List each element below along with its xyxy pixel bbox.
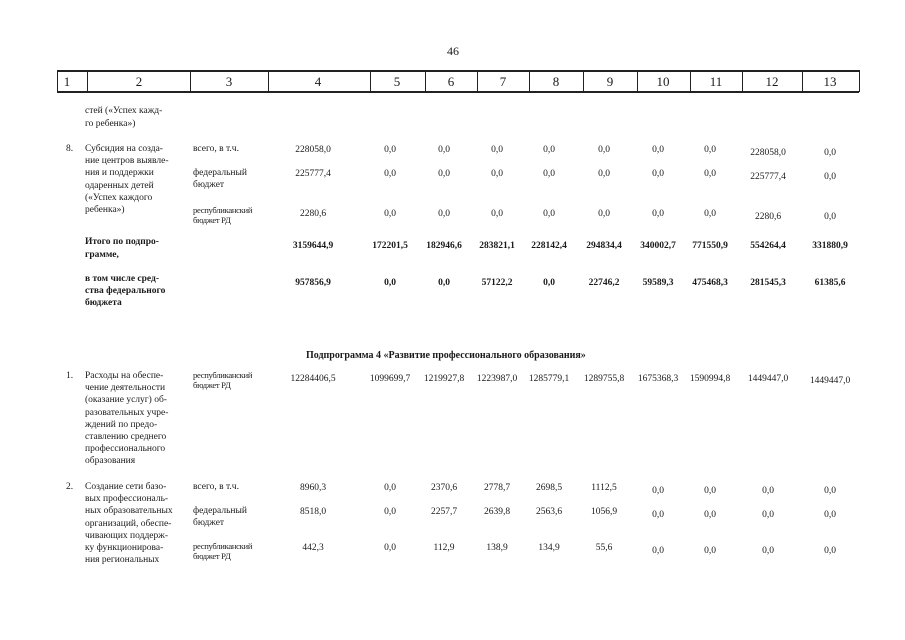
table-cell-value: 225777,4 bbox=[750, 172, 786, 182]
table-cell-value: 0,0 bbox=[543, 145, 555, 155]
table-cell-value: 0,0 bbox=[652, 510, 664, 520]
row-name-line: (оказание услуг) об- bbox=[85, 395, 167, 406]
table-cell-value: 0,0 bbox=[598, 209, 610, 219]
row-number: 2. bbox=[66, 482, 74, 492]
table-cell-value: 228058,0 bbox=[750, 148, 786, 158]
header-separator bbox=[425, 70, 426, 92]
federal-value: 0,0 bbox=[438, 278, 450, 288]
table-cell-value: 0,0 bbox=[438, 145, 450, 155]
total-value: 3159644,9 bbox=[292, 241, 334, 251]
header-separator bbox=[57, 70, 58, 92]
total-value: 283821,1 bbox=[479, 241, 515, 251]
header-column-number: 10 bbox=[656, 74, 670, 89]
row-name-line: одаренных детей bbox=[85, 180, 154, 191]
row-name-line: Создание сети базо- bbox=[85, 482, 167, 492]
federal-label-line: бюджета bbox=[85, 298, 122, 309]
table-cell-value: 0,0 bbox=[438, 209, 450, 219]
funding-source-label: всего, в т.ч. bbox=[193, 144, 239, 154]
table-cell-value: 0,0 bbox=[824, 546, 836, 556]
table-cell-value: 0,0 bbox=[704, 169, 716, 179]
header-separator bbox=[268, 70, 269, 92]
header-separator bbox=[190, 70, 191, 92]
table-cell-value: 0,0 bbox=[704, 145, 716, 155]
header-separator bbox=[802, 70, 803, 92]
table-cell-value: 0,0 bbox=[704, 209, 716, 219]
header-column-number: 6 bbox=[447, 74, 455, 89]
funding-source-label: республиканский bbox=[193, 205, 253, 215]
table-cell-value: 1223987,0 bbox=[476, 374, 518, 384]
row-name-line: разовательных учре- bbox=[85, 407, 169, 418]
row-name-line: Субсидия на созда- bbox=[85, 144, 163, 154]
total-label-line: Итого по подпро- bbox=[85, 237, 159, 247]
row-name-line: ние центров выявле- bbox=[85, 156, 169, 167]
table-cell-value: 8960,3 bbox=[299, 483, 327, 493]
table-cell-value: 0,0 bbox=[384, 209, 396, 219]
header-separator bbox=[859, 70, 860, 92]
row-name-line: Расходы на обеспе- bbox=[85, 371, 164, 381]
row-name-line: ждений по предо- bbox=[85, 419, 158, 430]
row-name-line: ния региональных bbox=[85, 555, 160, 566]
total-value: 331880,9 bbox=[812, 241, 848, 251]
total-value: 771550,9 bbox=[692, 241, 728, 251]
table-cell-value: 0,0 bbox=[762, 546, 774, 556]
table-cell-value: 2698,5 bbox=[535, 483, 563, 493]
header-column-number: 12 bbox=[765, 74, 779, 89]
federal-value: 61385,6 bbox=[814, 278, 846, 288]
table-cell-value: 0,0 bbox=[384, 543, 396, 553]
header-column-number: 13 bbox=[823, 74, 837, 89]
total-value: 294834,4 bbox=[586, 241, 622, 251]
federal-value: 0,0 bbox=[543, 278, 555, 288]
table-cell-value: 1675368,3 bbox=[637, 374, 679, 384]
federal-value: 22746,2 bbox=[588, 278, 620, 288]
total-value: 172201,5 bbox=[372, 241, 408, 251]
table-cell-value: 0,0 bbox=[652, 209, 664, 219]
funding-source-label: всего, в т.ч. bbox=[193, 482, 239, 492]
federal-value: 281545,3 bbox=[750, 278, 786, 288]
table-cell-value: 1056,9 bbox=[590, 507, 618, 517]
table-cell-value: 225777,4 bbox=[295, 169, 331, 179]
table-cell-value: 442,3 bbox=[302, 543, 324, 553]
table-cell-value: 1590994,8 bbox=[689, 374, 731, 384]
table-cell-value: 0,0 bbox=[824, 212, 836, 222]
table-cell-value: 8518,0 bbox=[299, 507, 327, 517]
row-name-line: чение деятельности bbox=[85, 383, 166, 394]
table-cell-value: 0,0 bbox=[704, 486, 716, 496]
row-name-line: образования bbox=[85, 456, 136, 467]
table-cell-value: 0,0 bbox=[491, 145, 503, 155]
federal-value: 957856,9 bbox=[295, 278, 331, 288]
table-cell-value: 2257,7 bbox=[430, 507, 458, 517]
header-separator bbox=[742, 70, 743, 92]
funding-source-label: республиканский bbox=[193, 541, 253, 551]
row-name-line: вых профессиональ- bbox=[85, 494, 169, 505]
header-column-number: 5 bbox=[393, 74, 401, 89]
row-name-line: ку функционирова- bbox=[85, 543, 164, 553]
federal-label-line: ства федерального bbox=[85, 286, 166, 297]
table-cell-value: 1285779,1 bbox=[528, 374, 570, 384]
header-column-number: 11 bbox=[709, 74, 723, 89]
table-cell-value: 0,0 bbox=[543, 169, 555, 179]
table-cell-value: 0,0 bbox=[652, 169, 664, 179]
table-cell-value: 2563,6 bbox=[535, 507, 563, 517]
funding-source-label: бюджет РД bbox=[193, 215, 231, 225]
table-cell-value: 0,0 bbox=[598, 145, 610, 155]
table-cell-value: 1099699,7 bbox=[369, 374, 411, 384]
total-value: 182946,6 bbox=[426, 241, 462, 251]
table-cell-value: 134,9 bbox=[538, 543, 560, 553]
table-cell-value: 0,0 bbox=[824, 172, 836, 182]
header-separator bbox=[370, 70, 371, 92]
table-cell-value: 1219927,8 bbox=[423, 374, 465, 384]
table-cell-value: 2280,6 bbox=[299, 209, 327, 219]
table-cell-value: 1449447,0 bbox=[809, 376, 851, 386]
table-cell-value: 112,9 bbox=[433, 543, 455, 553]
row-name-line: организаций, обеспе- bbox=[85, 518, 172, 529]
table-cell-value: 0,0 bbox=[491, 169, 503, 179]
row-number: 8. bbox=[66, 144, 74, 154]
federal-value: 0,0 bbox=[384, 278, 396, 288]
row-name-line: профессионального bbox=[85, 444, 166, 455]
federal-value: 59589,3 bbox=[642, 278, 674, 288]
header-column-number: 9 bbox=[606, 74, 614, 89]
header-column-number: 7 bbox=[499, 74, 507, 89]
funding-source-label: бюджет РД bbox=[193, 551, 231, 561]
subprogram-title: Подпрограмма 4 «Развитие профессионального образования» bbox=[306, 350, 586, 361]
table-cell-value: 55,6 bbox=[595, 543, 613, 553]
table-cell-value: 2370,6 bbox=[430, 483, 458, 493]
table-cell-value: 0,0 bbox=[598, 169, 610, 179]
table-cell-value: 138,9 bbox=[486, 543, 508, 553]
table-cell-value: 2280,6 bbox=[754, 212, 782, 222]
total-value: 340002,7 bbox=[640, 241, 676, 251]
federal-value: 475468,3 bbox=[692, 278, 728, 288]
header-bottom-rule bbox=[57, 91, 859, 93]
row-name-line: ния и поддержки bbox=[85, 168, 154, 179]
federal-label-line: в том числе сред- bbox=[85, 274, 159, 284]
table-cell-value: 12284406,5 bbox=[290, 374, 336, 384]
table-cell-value: 228058,0 bbox=[295, 145, 331, 155]
row-name-line: ных образовательных bbox=[85, 506, 173, 517]
header-separator bbox=[477, 70, 478, 92]
table-cell-value: 0,0 bbox=[704, 546, 716, 556]
table-cell-value: 0,0 bbox=[491, 209, 503, 219]
row-name-line: ставлению среднего bbox=[85, 432, 167, 442]
federal-value: 57122,2 bbox=[481, 278, 513, 288]
total-value: 554264,4 bbox=[750, 241, 786, 251]
row-name-line: чивающих поддерж- bbox=[85, 530, 168, 541]
table-cell-value: 0,0 bbox=[384, 145, 396, 155]
row-name-line: («Успех каждого bbox=[85, 192, 153, 203]
header-column-number: 4 bbox=[314, 74, 322, 89]
row-name-line: ребенка») bbox=[85, 205, 125, 215]
funding-source-label: бюджет bbox=[193, 518, 225, 529]
page-number: 46 bbox=[447, 44, 459, 58]
table-cell-value: 0,0 bbox=[824, 510, 836, 520]
header-column-number: 3 bbox=[225, 74, 233, 89]
header-column-number: 1 bbox=[63, 74, 71, 89]
table-cell-value: 0,0 bbox=[384, 507, 396, 517]
table-cell-value: 0,0 bbox=[652, 486, 664, 496]
header-separator bbox=[529, 70, 530, 92]
continued-name-line: стей («Успех кажд- bbox=[85, 106, 163, 116]
funding-source-label: федеральный bbox=[193, 168, 247, 178]
header-top-rule bbox=[57, 70, 859, 72]
table-cell-value: 0,0 bbox=[384, 483, 396, 493]
table-cell-value: 0,0 bbox=[438, 169, 450, 179]
header-separator bbox=[637, 70, 638, 92]
table-cell-value: 0,0 bbox=[762, 486, 774, 496]
header-separator bbox=[87, 70, 88, 92]
table-cell-value: 1289755,8 bbox=[583, 374, 625, 384]
table-cell-value: 1449447,0 bbox=[747, 374, 789, 384]
header-separator bbox=[690, 70, 691, 92]
total-value: 228142,4 bbox=[531, 241, 567, 251]
total-label-line: грамме, bbox=[85, 249, 119, 260]
table-cell-value: 2778,7 bbox=[483, 483, 511, 493]
table-cell-value: 0,0 bbox=[824, 486, 836, 496]
row-number: 1. bbox=[66, 371, 74, 381]
funding-source-label: республиканский bbox=[193, 370, 253, 380]
funding-source-label: федеральный bbox=[193, 506, 247, 516]
header-separator bbox=[583, 70, 584, 92]
table-cell-value: 0,0 bbox=[652, 145, 664, 155]
table-cell-value: 0,0 bbox=[652, 546, 664, 556]
table-cell-value: 0,0 bbox=[704, 510, 716, 520]
continued-name-line: го ребенка») bbox=[85, 118, 136, 129]
table-cell-value: 0,0 bbox=[543, 209, 555, 219]
table-cell-value: 0,0 bbox=[824, 148, 836, 158]
header-column-number: 8 bbox=[552, 74, 560, 89]
table-cell-value: 0,0 bbox=[384, 169, 396, 179]
funding-source-label: бюджет bbox=[193, 180, 225, 191]
table-cell-value: 1112,5 bbox=[591, 483, 617, 493]
table-cell-value: 0,0 bbox=[762, 510, 774, 520]
header-column-number: 2 bbox=[135, 74, 143, 89]
table-cell-value: 2639,8 bbox=[483, 507, 511, 517]
funding-source-label: бюджет РД bbox=[193, 380, 231, 390]
